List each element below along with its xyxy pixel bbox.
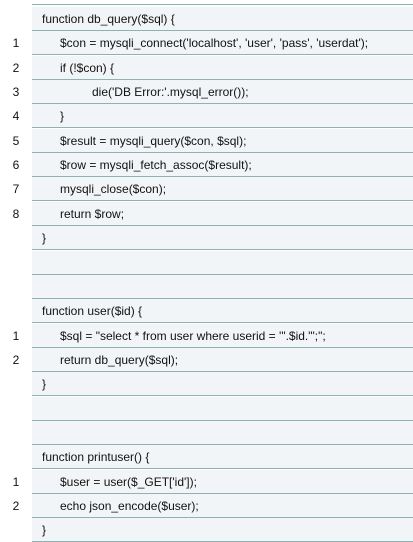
code-line: [32, 129, 413, 153]
line-number: [0, 397, 32, 421]
code-row: [0, 372, 413, 396]
code-row: [0, 80, 413, 104]
line-number: [0, 518, 32, 542]
code-text: $sql = "select * from user where userid = '".$id."';";: [60, 328, 326, 343]
blank-row: [0, 275, 413, 299]
code-line: [32, 7, 413, 31]
line-number: [0, 421, 32, 445]
code-text: }: [42, 231, 47, 246]
line-number: 7: [0, 177, 32, 201]
code-row: [0, 177, 413, 201]
code-text: $user = user($_GET['id']);: [60, 474, 197, 489]
code-line: [32, 470, 413, 494]
code-text: if (!$con) {: [60, 60, 115, 75]
code-text: return $row;: [60, 206, 125, 221]
code-line: [32, 324, 413, 348]
line-number: [0, 251, 32, 275]
code-text: }: [42, 523, 47, 538]
blank-row: [0, 397, 413, 421]
code-text: function user($id) {: [42, 304, 143, 319]
line-number: 5: [0, 129, 32, 153]
code-text: }: [60, 109, 65, 124]
line-number: 1: [0, 324, 32, 348]
code-row: [0, 348, 413, 372]
code-text: function db_query($sql) {: [42, 12, 175, 26]
code-row: [0, 324, 413, 348]
code-line: [32, 421, 413, 445]
code-row: [0, 7, 413, 31]
line-number: 6: [0, 153, 32, 177]
code-line: [32, 56, 413, 80]
code-text: $result = mysqli_query($con, $sql);: [60, 133, 247, 148]
code-line: [32, 202, 413, 226]
code-row: [0, 518, 413, 542]
code-text: function printuser() {: [42, 450, 150, 465]
code-line: [32, 372, 413, 396]
code-line: [32, 80, 413, 104]
code-row: [0, 494, 413, 518]
code-line: [32, 104, 413, 128]
code-line: [32, 348, 413, 372]
line-number: 4: [0, 104, 32, 128]
blank-row: [0, 421, 413, 445]
code-text: return db_query($sql);: [60, 352, 179, 367]
code-line: [32, 494, 413, 518]
line-number: 3: [0, 80, 32, 104]
code-text: $con = mysqli_connect('localhost', 'user', 'pass', 'userdat');: [60, 36, 369, 51]
line-number: [0, 226, 32, 250]
code-line: [32, 275, 413, 299]
line-number: [0, 275, 32, 299]
code-row: [0, 129, 413, 153]
code-row: [0, 299, 413, 323]
line-number: 2: [0, 494, 32, 518]
code-row: [0, 226, 413, 250]
line-number: [0, 445, 32, 469]
code-row: [0, 202, 413, 226]
line-number: 2: [0, 56, 32, 80]
code-line: [32, 445, 413, 469]
code-row: [0, 56, 413, 80]
code-text: }: [42, 377, 47, 392]
line-number: 1: [0, 470, 32, 494]
code-line: [32, 397, 413, 421]
code-line: [32, 226, 413, 250]
code-line: [32, 153, 413, 177]
code-row: [0, 470, 413, 494]
line-number: 1: [0, 31, 32, 55]
code-row: [0, 104, 413, 128]
code-row: [0, 153, 413, 177]
code-line: [32, 251, 413, 275]
line-number: [0, 7, 32, 31]
blank-row: [0, 251, 413, 275]
code-text: die('DB Error:'.mysql_error());: [92, 85, 249, 100]
line-number: [0, 299, 32, 323]
code-line: [32, 518, 413, 542]
code-line: [32, 299, 413, 323]
code-text: $row = mysqli_fetch_assoc($result);: [60, 158, 252, 173]
line-number: 8: [0, 202, 32, 226]
code-line: [32, 177, 413, 201]
code-line: [32, 31, 413, 55]
code-row: [0, 445, 413, 469]
code-text: mysqli_close($con);: [60, 182, 167, 197]
line-number: 2: [0, 348, 32, 372]
code-text: echo json_encode($user);: [60, 499, 199, 513]
line-number: [0, 372, 32, 396]
code-row: [0, 31, 413, 55]
